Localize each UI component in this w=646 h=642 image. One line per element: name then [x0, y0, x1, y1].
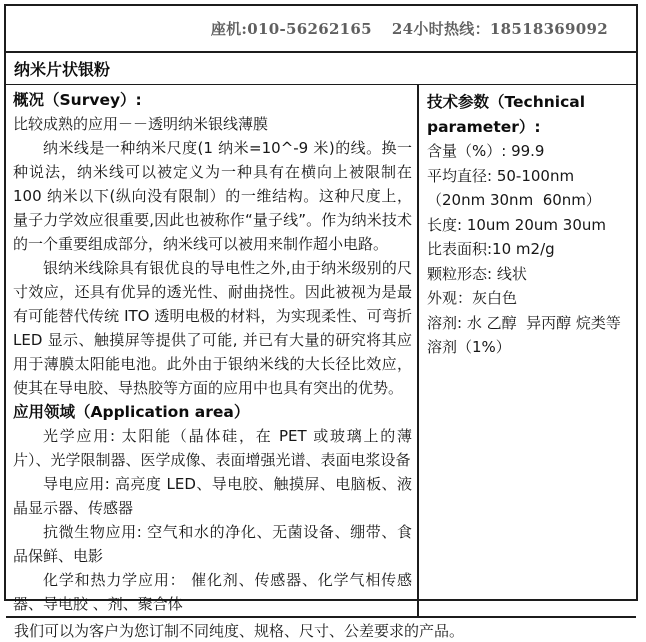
tech-row-solvent: 溶剂: 水 乙醇 异丙醇 烷类等	[427, 313, 621, 332]
survey-paragraph: 银纳米线除具有银优良的导电性之外,由于纳米级别的尺寸效应，还具有优异的透光性、耐曲挠性。因此被视为是最有可能替代传统 ITO 透明电极的材料，为实现柔性、可弯折 LED 显示、触摸屏等提供了可能, 并已有大量的研究将其应用于薄膜太阳能电池。此外由于银纳米线的大长径比效应，使其在导电胶、导热胶等方面的应用中也具有突出的优势。	[13, 259, 412, 397]
survey-heading: 概况（Survey）:	[13, 91, 142, 109]
application-paragraph-chemical: 化学和热力学应用： 催化剂、传感器、化学气相传感器、导电胶 、剂、聚合体	[13, 571, 412, 613]
tech-row-length: 长度: 10um 20um 30um	[427, 215, 606, 234]
survey-intro-line: 比较成熟的应用－－透明纳米银线薄膜	[13, 115, 269, 133]
title-row	[6, 53, 636, 85]
tech-row-content: 含量（%）: 99.9	[427, 142, 545, 160]
application-paragraph-conductive: 导电应用: 高亮度 LED、导电胶、触摸屏、电脑板、液晶显示器、传感器	[13, 475, 412, 517]
tech-row-surface-area: 比表面积:10 m2/g	[427, 240, 555, 258]
application-paragraph-antimicrobial: 抗微生物应用: 空气和水的净化、无菌设备、绷带、食品保鲜、电影	[13, 523, 412, 565]
tech-row-diameter: 平均直径: 50-100nm	[427, 166, 575, 185]
main-content	[6, 85, 636, 616]
spec-table	[4, 4, 638, 640]
application-heading: 应用领域（Application area）	[13, 403, 250, 421]
contact-header	[6, 6, 636, 53]
tech-row-appearance: 外观：灰白色	[427, 289, 518, 307]
application-paragraph-optical: 光学应用: 太阳能（晶体硅，在 PET 或玻璃上的薄片）、光学限制器、医学成像、表面增强光谱、表面电浆设备	[13, 427, 412, 469]
tech-row-diameter-options: （20nm 30nm 60nm）	[427, 191, 601, 209]
tech-row-particle-shape: 颗粒形态: 线状	[427, 264, 527, 283]
tech-heading: 技术参数（Technical parameter）:	[427, 93, 586, 136]
footer-row	[6, 616, 636, 642]
custom-order-note: 我们可以为客户为您订制不同纯度、规格、尺寸、公差要求的产品。	[14, 621, 465, 640]
overview-column	[6, 85, 419, 616]
hotline-number: 24小时热线：18518369092	[391, 20, 608, 38]
tech-parameter-column	[419, 85, 636, 616]
page-title: 纳米片状银粉	[14, 60, 111, 79]
tech-row-solvent-pct: 溶剂（1%）	[427, 338, 511, 356]
survey-paragraph: 纳米线是一种纳米尺度(1 纳米=10^-9 米)的线。换一种说法，纳米线可以被定义为一种具有在横向上被限制在 100 纳米以下(纵向没有限制）的一维结构。这种尺度上，量子力学效应很重要,因此也被称作“量子线”。作为纳米技术的一个重要组成部分，纳米线可以被用来制作超小电路。	[13, 139, 412, 253]
landline-number: 座机:010-56262165	[210, 20, 372, 38]
